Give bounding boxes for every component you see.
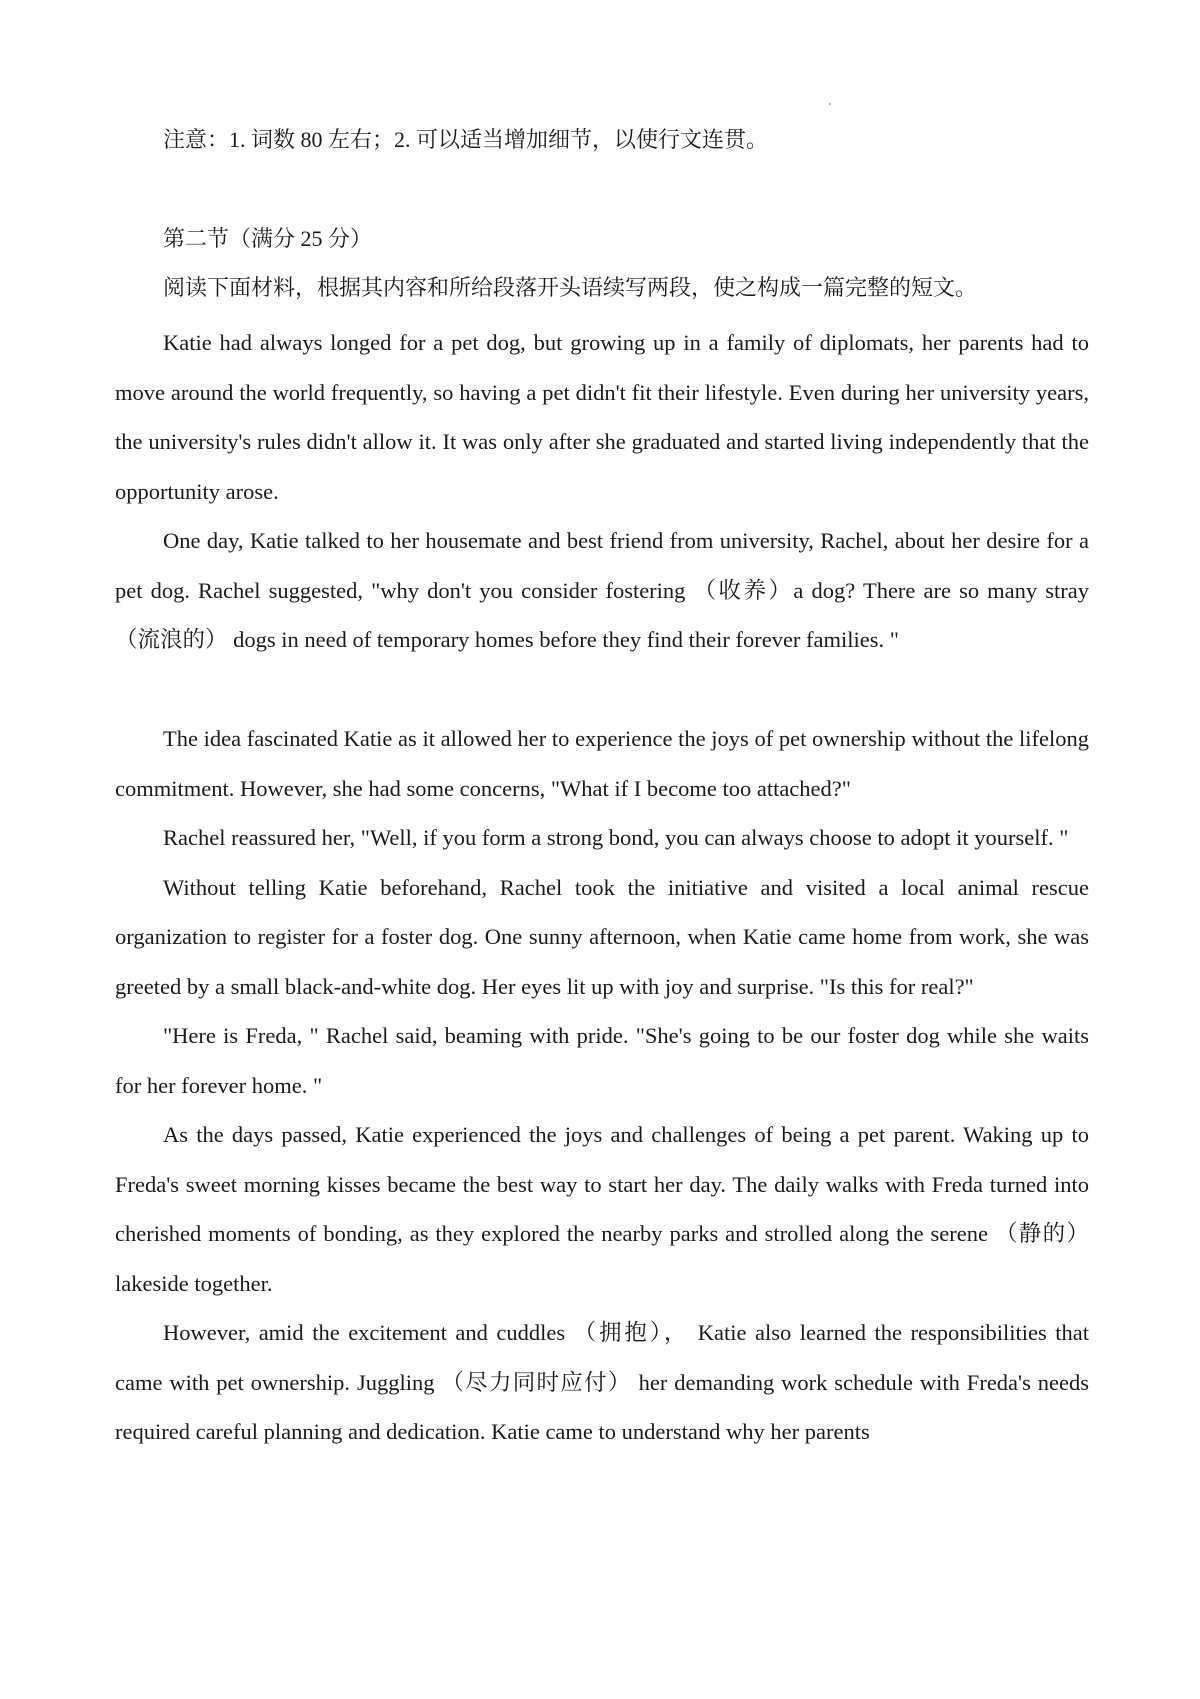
section-title: 第二节（满分 25 分）: [163, 226, 373, 251]
story-paragraph-8: However, amid the excitement and cuddles （拥抱）， Katie also learned the responsibilities that came with pet ownership. Juggling （尽力同时应付） her demanding work schedule with Freda's needs required careful planning and dedication. Katie came to understand why her parents: [115, 1320, 1089, 1444]
story-paragraph-3: The idea fascinated Katie as it allowed her to experience the joys of pet ownership without the lifelong commitment. However, she had some concerns, "What if I become too attached?": [115, 726, 1089, 801]
story-paragraph-2: One day, Katie talked to her housemate and best friend from university, Rachel, about her desire for a pet dog. Rachel suggested, "why don't you consider fostering （收养）a dog? There are so many stray （流浪的） dogs in need of temporary homes before they find their forever families. ": [115, 528, 1089, 652]
story-paragraph-5: Without telling Katie beforehand, Rachel took the initiative and visited a local animal rescue organization to register for a foster dog. One sunny afternoon, when Katie came home from work, she was greeted by a small black-and-white dog. Her eyes lit up with joy and surprise. "Is this for real?": [115, 874, 1089, 999]
scan-speck: [829, 103, 831, 105]
word-count-note: 注意：1. 词数 80 左右；2. 可以适当增加细节，以使行文连贯。: [163, 127, 769, 152]
paragraph-gap: [115, 665, 1089, 715]
story-paragraph-4: Rachel reassured her, "Well, if you form a strong bond, you can always choose to adopt it yourself. ": [163, 825, 1069, 850]
section-instruction: 阅读下面材料，根据其内容和所给段落开头语续写两段，使之构成一篇完整的短文。: [163, 275, 978, 300]
story-paragraph-6: "Here is Freda, " Rachel said, beaming with pride. "She's going to be our foster dog while she waits for her forever home. ": [115, 1023, 1089, 1098]
story-paragraph-1: Katie had always longed for a pet dog, but growing up in a family of diplomats, her parents had to move around the world frequently, so having a pet didn't fit their lifestyle. Even during her university years, the university's rules didn't allow it. It was only after she graduated and started living independently that the opportunity arose.: [115, 330, 1089, 504]
story-paragraph-7: As the days passed, Katie experienced the joys and challenges of being a pet parent. Waking up to Freda's sweet morning kisses became the best way to start her day. The daily walks with Freda turned into cherished moments of bonding, as they explored the nearby parks and strolled along the serene （静的）lakeside together.: [115, 1122, 1089, 1296]
story-text: [115, 318, 1089, 1457]
